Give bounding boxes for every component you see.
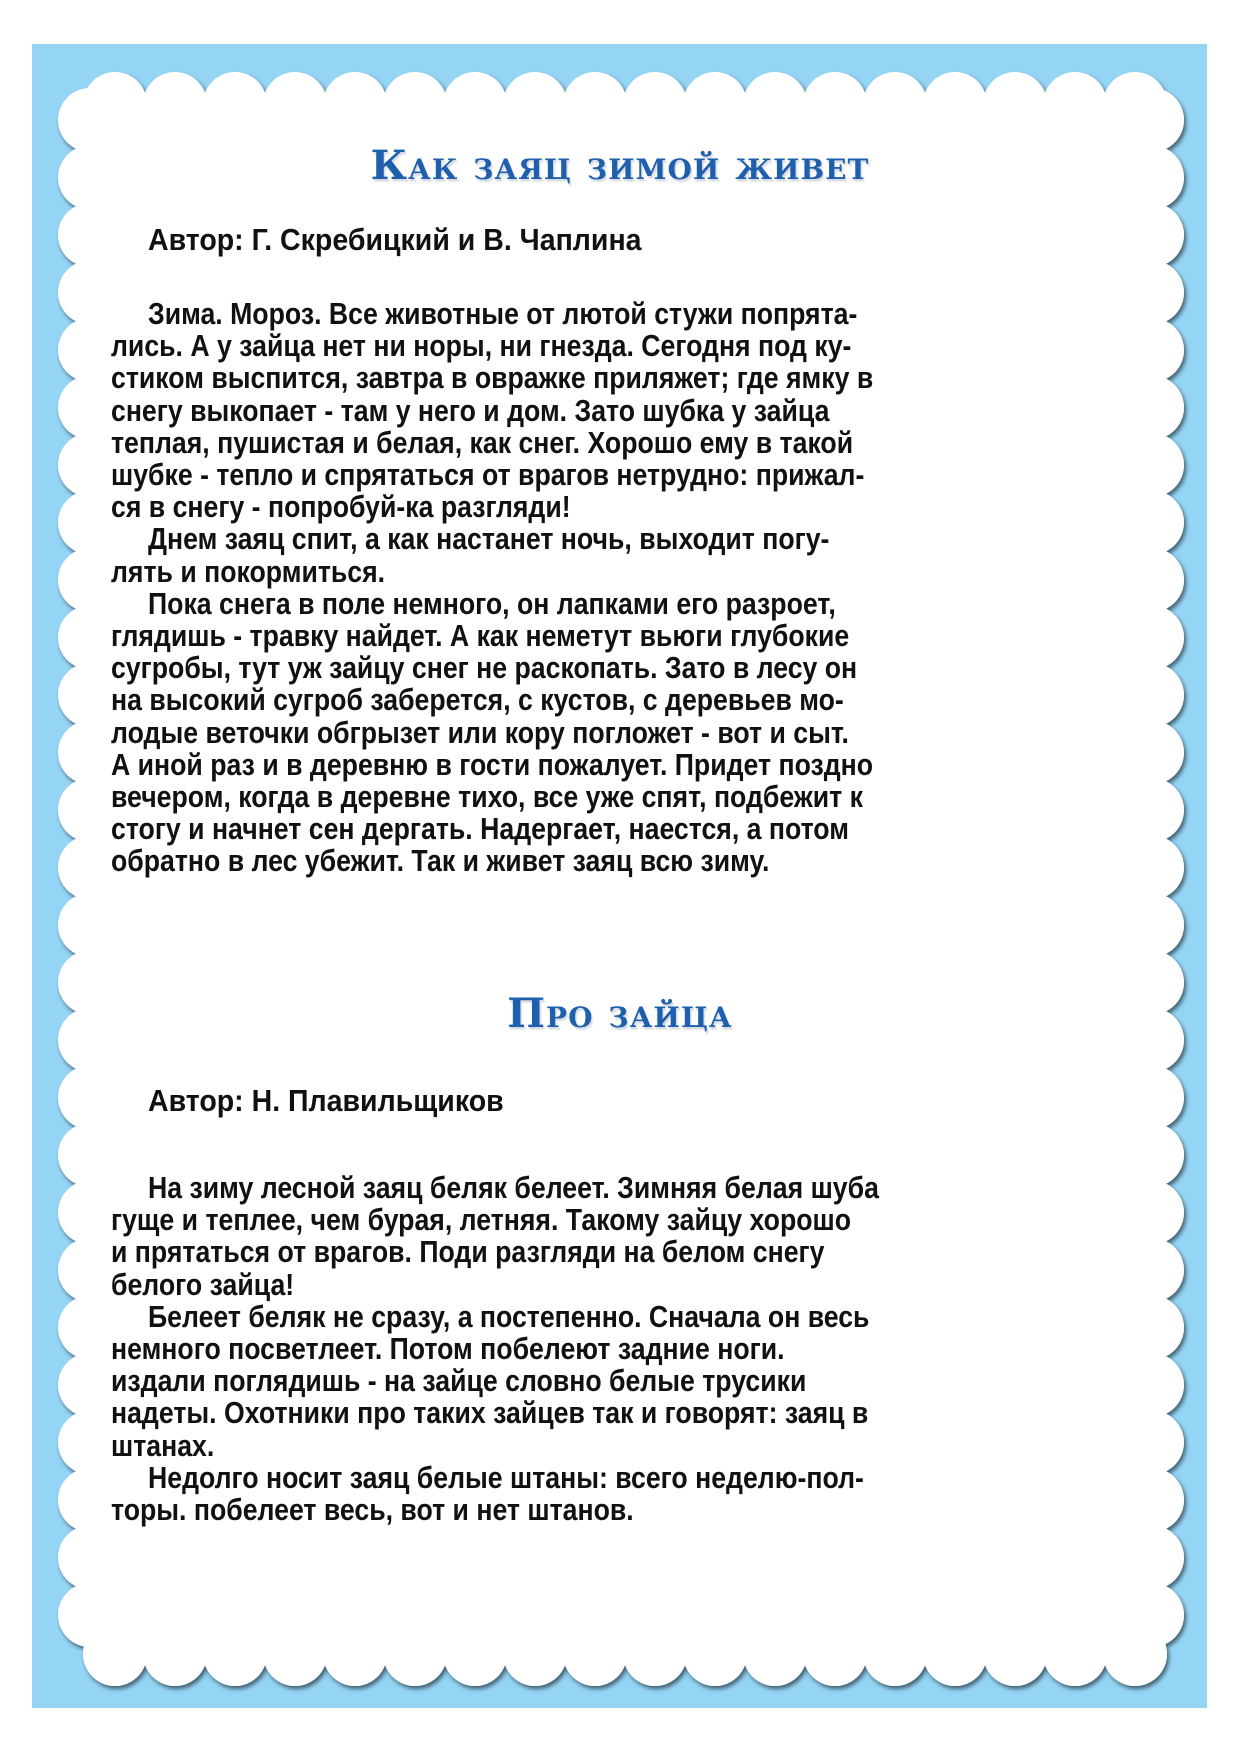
text-line: торы. побелеет весь, вот и нет штанов. [111,1492,634,1527]
text-line: штанах. [111,1427,215,1463]
text-line: На зиму лесной заяц беляк белеет. Зимняя белая шуба [148,1170,879,1205]
story2-author: Автор: Н. Плавильщиков [148,1083,504,1118]
text-line: надеты. Охотники про таких зайцев так и говорят: заяц в [111,1395,869,1431]
story1-author: Автор: Г. Скребицкий и В. Чаплина [148,222,642,257]
text-line: снегу выкопает - там у него и дом. Зато шубка у зайца [111,392,830,428]
text-line: Белеет беляк не сразу, а постепенно. Сначала он весь [148,1298,870,1334]
text-line: глядишь - травку найдет. А как неметут вьюги глубокие [111,618,850,653]
text-line: вечером, когда в деревне тихо, все уже спят, подбежит к [111,779,863,814]
text-line: Зима. Мороз. Все животные от лютой стужи попрята- [148,296,858,331]
text-line: шубке - тепло и спрятаться от врагов нетрудно: прижал- [111,457,865,492]
story1-title: Как заяц зимой живет [370,142,870,189]
text-line: лять и покормиться. [111,553,386,589]
text-line: и прятаться от врагов. Поди разгляди на белом снегу [111,1234,825,1270]
text-line: стогу и начнет сен дергать. Надергает, наестся, а потом [111,811,849,847]
text-line: стиком выспится, завтра в овражке приляжет; где ямку в [111,360,874,396]
text-line: Пока снега в поле немного, он лапками его разроет, [148,585,836,621]
text-line: ся в снегу - попробуй-ка разгляди! [111,489,571,525]
story2-title: Про зайца [507,990,733,1037]
text-line: на высокий сугроб заберется, с кустов, с деревьев мо- [111,682,844,718]
text-line: А иной раз и в деревню в гости пожалует. Придет поздно [111,746,874,782]
text-line: белого зайца! [111,1266,295,1302]
text-line: обратно в лес убежит. Так и живет заяц всю зиму. [111,843,770,879]
text-line: теплая, пушистая и белая, как снег. Хорошо ему в такой [111,424,854,460]
text-line: сугробы, тут уж зайцу снег не раскопать. Зато в лесу он [111,650,858,686]
text-line: издали поглядишь - на зайце словно белые трусики [111,1363,807,1399]
text-line: лодые веточки обгрызет или кору погложет - вот и сыт. [111,714,849,750]
text-line: Недолго носит заяц белые штаны: всего неделю-пол- [148,1459,864,1495]
text-line: гуще и теплее, чем бурая, летняя. Такому зайцу хорошо [111,1202,852,1238]
text-line: немного посветлеет. Потом побелеют задние ноги. [111,1331,785,1366]
text-line: лись. А у зайца нет ни норы, ни гнезда. Сегодня под ку- [111,328,852,364]
text-line: Днем заяц спит, а как настанет ночь, выходит погу- [148,521,830,557]
